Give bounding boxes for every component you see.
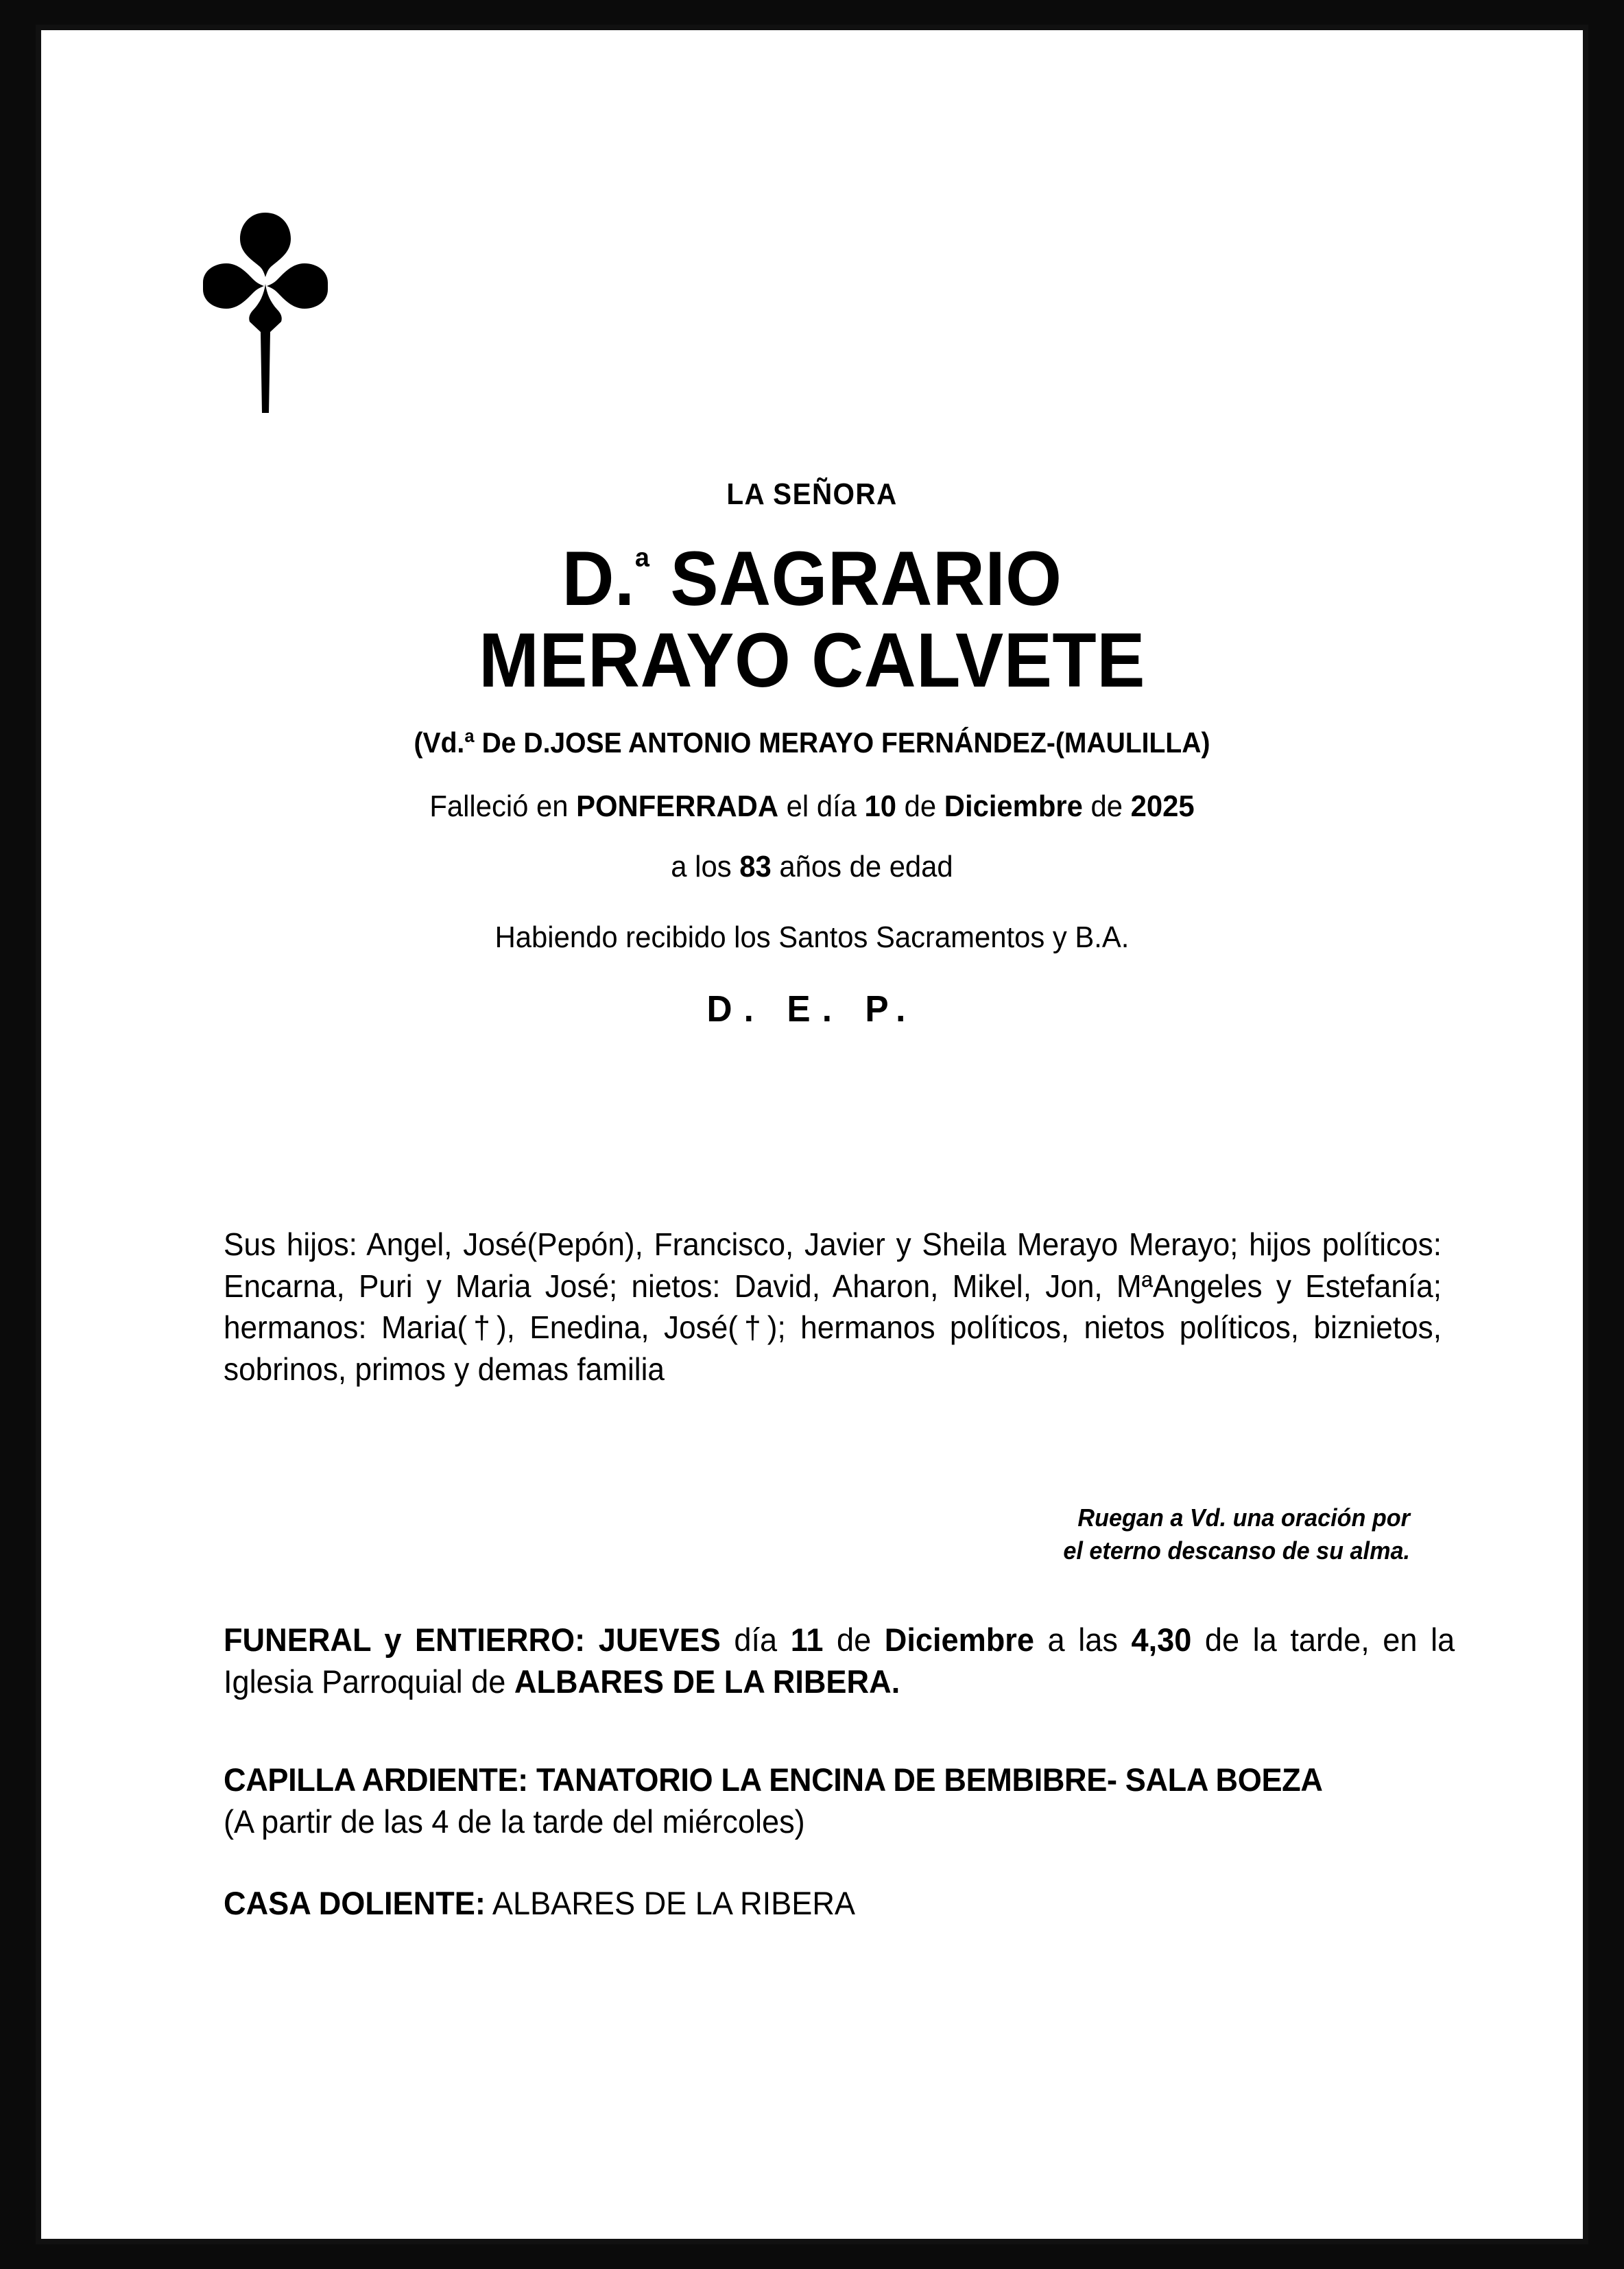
funeral-church: ALBARES DE LA RIBERA. — [514, 1663, 900, 1700]
funeral-label: FUNERAL y ENTIERRO: — [224, 1621, 586, 1658]
death-month: Diciembre — [944, 789, 1083, 823]
funeral-month: Diciembre — [884, 1621, 1034, 1658]
death-mid: el día — [778, 789, 865, 823]
mourning-house-label: CASA DOLIENTE: — [224, 1885, 486, 1921]
dep-line: D. E. P. — [706, 988, 918, 1030]
prayer-request — [824, 1501, 1410, 1567]
santiago-cross-icon — [200, 210, 331, 416]
chapel-note: (A partir de las 4 de la tarde del miércoles) — [224, 1803, 805, 1840]
death-de-1: de — [896, 789, 944, 823]
funeral-tail: de la tarde, en la Iglesia Parroquial de — [224, 1621, 1455, 1700]
deceased-name-line1 — [87, 538, 1536, 620]
funeral-de: de — [823, 1621, 885, 1658]
death-de-2: de — [1082, 789, 1131, 823]
death-date-line — [80, 789, 1544, 824]
age-suffix: años de edad — [771, 850, 953, 884]
esquela-content — [41, 30, 1583, 2239]
deceased-name — [87, 538, 1536, 701]
chapel-label: CAPILLA ARDIENTE: TANATORIO LA ENCINA DE BEMBIBRE- SALA BOEZA — [224, 1761, 1323, 1798]
funeral-details — [224, 1619, 1455, 1702]
deceased-name-line2: MERAYO CALVETE — [479, 617, 1145, 703]
prayer-line-2: el eterno descanso de su alma. — [1063, 1536, 1410, 1565]
age-prefix: a los — [671, 850, 740, 884]
name-given: SAGRARIO — [649, 536, 1062, 621]
death-year: 2025 — [1130, 789, 1195, 823]
death-day: 10 — [864, 789, 897, 823]
funeral-time-prefix: a las — [1034, 1621, 1132, 1658]
sacraments-line: Habiendo recibido los Santos Sacramentos y B.A. — [494, 920, 1130, 954]
honorific-label: LA SEÑORA — [726, 477, 898, 511]
death-place: PONFERRADA — [576, 789, 779, 823]
mourning-house-value: ALBARES DE LA RIBERA — [485, 1885, 856, 1921]
heading-block — [41, 479, 1583, 1030]
family-paragraph: Sus hijos: Angel, José(Pepón), Francisco, Javier y Sheila Merayo Merayo; hijos políticos: Encarna, Puri y Maria José; nietos: David, Aharon, Mikel, Jon, MªAngeles y Estefanía; hermanos: Maria(†), Enedina, José(†); hermanos políticos, nietos políticos, biznietos, sobrinos, primos y demas familia — [224, 1226, 1442, 1388]
name-ordinal-sup: ª — [634, 544, 650, 592]
esquela-frame — [36, 25, 1588, 2244]
age-value: 83 — [739, 850, 772, 884]
chapel-details — [224, 1759, 1455, 1842]
name-prefix: D. — [562, 536, 635, 621]
death-prefix: Falleció en — [429, 789, 577, 823]
funeral-day: 11 — [790, 1621, 824, 1658]
funeral-time: 4,30 — [1131, 1621, 1192, 1658]
prayer-line-1: Ruegan a Vd. una oración por — [1077, 1504, 1410, 1532]
mourning-house — [224, 1882, 1455, 1924]
funeral-weekday: JUEVES — [598, 1621, 721, 1658]
widow-of-line: (Vd.ª De D.JOSE ANTONIO MERAYO FERNÁNDEZ-(MAULILLA) — [414, 726, 1210, 759]
age-line — [80, 850, 1544, 885]
funeral-day-prefix: día — [720, 1621, 791, 1658]
